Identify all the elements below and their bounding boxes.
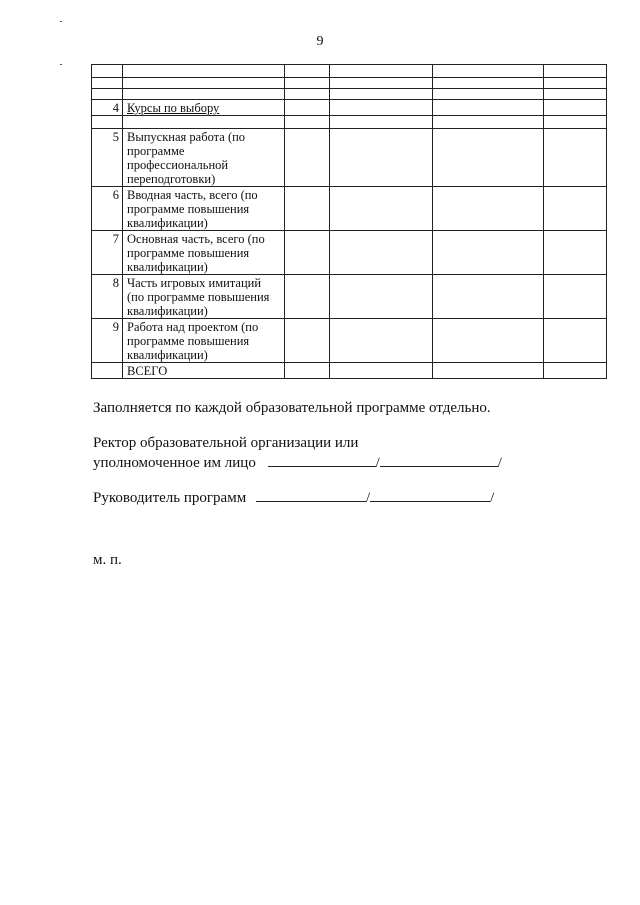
row-label: Часть игровых имитаций (по программе повышения квалификации) [123, 275, 285, 319]
scan-mark [60, 64, 62, 65]
table-row [92, 319, 607, 363]
row-label: Вводная часть, всего (по программе повышения квалификации) [123, 187, 285, 231]
row-number: 4 [92, 100, 123, 116]
table-total-row [92, 363, 607, 379]
table-row [92, 89, 607, 100]
signature-separator: / [365, 490, 371, 506]
row-label: Выпускная работа (по программе профессиональной переподготовки) [123, 129, 285, 187]
row-number: 6 [92, 187, 123, 231]
director-title: Руководитель программ [93, 490, 247, 506]
row-number: 7 [92, 231, 123, 275]
row-label: Основная часть, всего (по программе повышения квалификации) [123, 231, 285, 275]
page-number: 9 [316, 34, 324, 49]
scan-mark [60, 21, 62, 22]
total-label: ВСЕГО [123, 363, 285, 379]
table-row [92, 116, 607, 129]
rector-name-line [380, 452, 498, 467]
director-name-line [370, 487, 490, 502]
table-row [92, 78, 607, 89]
table-row [92, 100, 607, 116]
program-table [91, 64, 607, 379]
row-label [123, 100, 285, 116]
signature-separator: / [490, 490, 495, 506]
table-row [92, 129, 607, 187]
fill-instruction: Заполняется по каждой образовательной программе отдельно. [93, 400, 491, 416]
rector-signature-line [268, 452, 376, 467]
table-row [92, 231, 607, 275]
signature-separator: / [375, 455, 380, 471]
stamp-place: м. п. [93, 552, 122, 568]
row-number: 8 [92, 275, 123, 319]
rector-title: Ректор образовательной организации или [93, 435, 359, 451]
row-number: 9 [92, 319, 123, 363]
rector-title-continued: уполномоченное им лицо [93, 455, 256, 471]
director-signature-line [256, 487, 366, 502]
rector-signature-row [93, 452, 502, 472]
row-number: 5 [92, 129, 123, 187]
director-signature-row [93, 487, 494, 507]
table-row [92, 187, 607, 231]
table-row [92, 65, 607, 78]
row-label-text: Курсы по выбору [127, 101, 220, 115]
row-label: Работа над проектом (по программе повышения квалификации) [123, 319, 285, 363]
table-row [92, 275, 607, 319]
rector-signature-block [93, 434, 502, 472]
signature-separator: / [497, 455, 502, 471]
